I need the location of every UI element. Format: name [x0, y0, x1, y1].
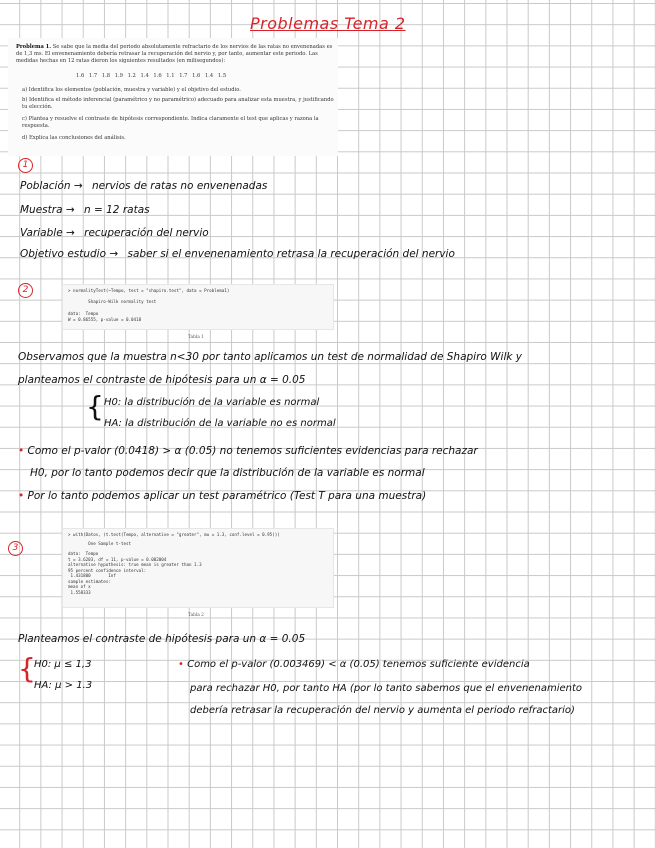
line-label: Variable →	[20, 227, 75, 239]
console-line: t = 3.6203, df = 11, p-value = 0.002004	[68, 556, 167, 562]
console-line: alternative hypothesis: true mean is greater than 1.3	[68, 562, 202, 567]
console-line: Shapiro-Wilk normality test	[68, 299, 157, 304]
hypothesis-ha: HA: μ > 1.3	[34, 680, 93, 691]
line-text: nervios de ratas no envenenadas	[92, 180, 268, 192]
line-label: Muestra →	[20, 204, 75, 216]
problem-statement	[8, 38, 338, 156]
section-2-bullet-cont: H0, por lo tanto podemos decir que la distribución de la variable es normal	[30, 467, 425, 479]
problem-values: 1.6 1.7 1.8 1.9 1.2 1.4 1.6 1.1 1.7 1.6 1.4 1.5	[76, 73, 227, 79]
section-1-line	[20, 180, 267, 192]
line-text: recuperación del nervio	[84, 227, 209, 239]
console-line: data: Tempo	[68, 311, 99, 316]
section-2-bullet: • Como el p-valor (0.0418) > α (0.05) no tenemos suficientes evidencias para rechazar	[18, 445, 478, 457]
console-line: sample estimates:	[68, 578, 111, 584]
console-line: mean of x	[68, 584, 91, 589]
hypothesis-h0: H0: μ ≤ 1,3	[34, 659, 92, 670]
section-1-number: 1	[18, 158, 33, 173]
problem-item: a) Identifica los elementos (población, muestra y variable) y el objetivo del estudio.	[22, 87, 241, 93]
console-line: 1.431800 Inf	[68, 573, 116, 578]
section-1-line	[20, 227, 209, 239]
problem-item: d) Explica las conclusiones del análisis.	[22, 135, 126, 141]
console-line: W = 0.86555, p-value = 0.0418	[68, 317, 142, 322]
line-text: saber si el envenenamiento retrasa la recuperación del nervio	[127, 248, 455, 260]
console-line: data: Tempo	[68, 551, 99, 556]
section-1-line	[20, 248, 455, 260]
console-line: > normalityTest(~Tempo, test = "shapiro.test", data = Problema1)	[68, 288, 230, 293]
console-line: One Sample t-test	[68, 541, 132, 546]
line-text: n = 12 ratas	[84, 204, 150, 216]
hypothesis-h0: H0: la distribución de la variable es normal	[104, 397, 320, 408]
table-caption: Tabla 1	[188, 335, 204, 340]
page-title: Problemas Tema 2	[250, 14, 406, 33]
console-line: 1.558333	[68, 589, 91, 595]
line-label: Población →	[20, 180, 83, 192]
section-2-number: 2	[18, 283, 33, 298]
problem-item: b) Identifica el método inferencial (paramétrico y no paramétrico) adecuado para analizar esta muestra, y justificando tu elección.	[22, 97, 334, 111]
section-3-bullet: • Como el p-valor (0.003469) < α (0.05) tenemos suficiente evidencia	[178, 659, 530, 670]
line-label: Objetivo estudio →	[20, 248, 119, 260]
console-line: > with(Datos, (t.test(Tempo, alternative = "greater", mu = 1.3, conf.level = 0.95)))	[68, 532, 280, 537]
section-3-number: 3	[8, 541, 23, 556]
section-2-text: Observamos que la muestra n<30 por tanto aplicamos un test de normalidad de Shapiro Wilk y	[18, 351, 523, 363]
section-3-bullet-cont: para rechazar H0, por tanto HA (por lo tanto sabemos que el envenenamiento	[190, 683, 583, 694]
problem-text: Se sabe que la media del periodo absolutamente refractario de los nervios de las ratas no envenenadas es de 1,3 ms. El envenenamiento debería retrasar la recuperación del nervio y, por tanto, aumentar este periodo. Las medidas hechas en 12 ratas dieron los siguientes resultados (en milisegundos):	[16, 44, 333, 65]
section-1-line	[20, 204, 150, 216]
table-caption: Tabla 2	[188, 613, 204, 618]
section-3-text: Planteamos el contraste de hipótesis para un α = 0.05	[18, 633, 306, 645]
hypothesis-ha: HA: la distribución de la variable no es normal	[104, 418, 336, 429]
problem-item: c) Plantea y resuelve el contraste de hipótesis correspondiente. Indica claramente el test que aplicas y razona la respuesta.	[22, 116, 319, 130]
brace: {	[86, 390, 104, 423]
section-3-bullet-cont: debería retrasar la recuperación del nervio y aumenta el periodo refractario)	[190, 705, 575, 716]
brace: {	[18, 652, 36, 685]
console-line: 95 percent confidence interval:	[68, 567, 147, 573]
r-console-output-shapiro	[62, 284, 334, 330]
r-console-output-ttest	[62, 528, 334, 608]
section-2-bullet: • Por lo tanto podemos aplicar un test paramétrico (Test T para una muestra)	[18, 490, 427, 502]
section-2-text: planteamos el contraste de hipótesis para un α = 0.05	[18, 374, 306, 386]
problem-heading: Problema 1.	[16, 44, 52, 50]
